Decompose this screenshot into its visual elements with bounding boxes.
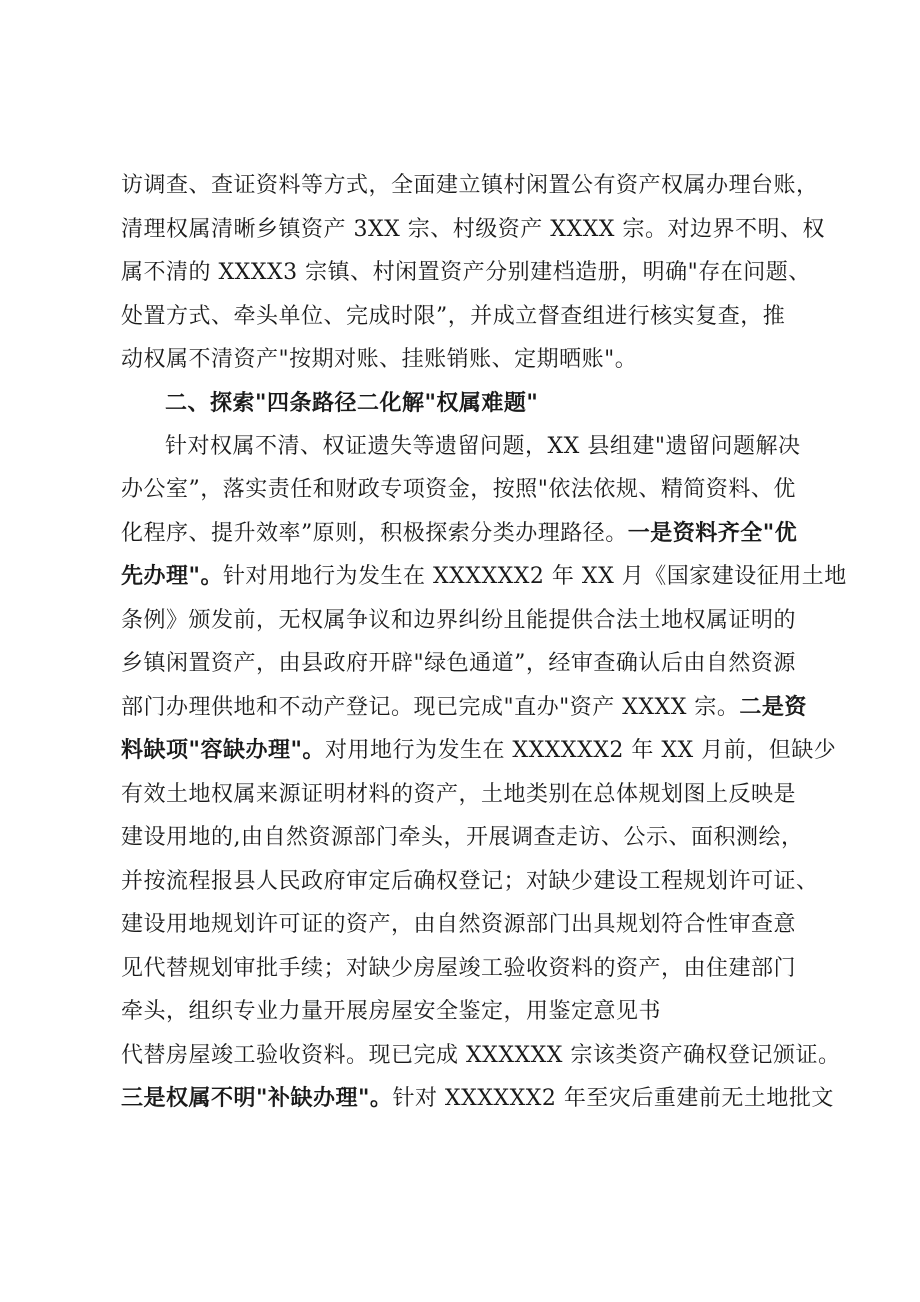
text-line <box>121 693 807 723</box>
line-text: 化程序、提升效率”原则，积极探索分类办理路径。 <box>121 521 628 546</box>
text-line <box>121 1041 840 1071</box>
line-text: 有效土地权属来源证明材料的资产，土地类别在总体规划图上反映是 <box>121 782 797 807</box>
line-text: 处置方式、牵头单位、完成时限”，并成立督查组进行核实复查，推 <box>121 304 786 329</box>
line-text: 针对 XXXXXX2 年至灾后重建前无土地批文 <box>392 1086 834 1111</box>
bold-phrase: 二是资 <box>739 695 807 720</box>
text-line <box>121 736 836 766</box>
line-text: 建设用地规划许可证的资产，由自然资源部门出具规划符合性审查意 <box>121 912 797 937</box>
line-text: 办公室”，落实责任和财政专项资金，按照"依法依规、精简资料、优 <box>121 477 796 502</box>
line-text: 牵头，组织专业力量开展房屋安全鉴定，用鉴定意见书 <box>121 999 662 1024</box>
bold-phrase: 先办理"。 <box>121 564 223 589</box>
text-line <box>121 345 637 375</box>
text-line <box>121 910 796 940</box>
text-line <box>121 562 847 592</box>
text-line <box>121 606 796 636</box>
line-text: 部门办理供地和不动产登记。现已完成"直办"资产 XXXX 宗。 <box>121 695 740 720</box>
line-text: 建设用地的,由自然资源部门牵头，开展调查走访、公示、面积测绘， <box>121 825 804 850</box>
line-text: 乡镇闲置资产，由县政府开辟"绿色通道”，经审查确认后由自然资源 <box>121 651 796 676</box>
line-text: 对用地行为发生在 XXXXXX2 年 XX 月前，但缺少 <box>324 738 837 763</box>
line-text: 并按流程报县人民政府审定后确权登记；对缺少建设工程规划许可证、 <box>121 869 819 894</box>
text-line <box>121 519 797 549</box>
text-line <box>121 302 785 332</box>
line-text: 代替房屋竣工验收资料。现已完成 XXXXXX 宗该类资产确权登记颁证。 <box>121 1043 841 1068</box>
line-text: 条例》颁发前，无权属争议和边界纠纷且能提供合法土地权属证明的 <box>121 608 797 633</box>
line-text: 针对用地行为发生在 XXXXXX2 年 XX 月《国家建设征用土地 <box>222 564 847 589</box>
text-line <box>121 215 825 245</box>
bold-phrase: 三是权属不明"补缺办理"。 <box>121 1086 393 1111</box>
text-line <box>121 780 796 810</box>
line-text: 清理权属清晰乡镇资产 3XX 宗、村级资产 XXXX 宗。对边界不明、权 <box>121 217 825 242</box>
section-heading <box>165 389 538 419</box>
text-line <box>121 649 796 679</box>
text-line <box>165 432 800 462</box>
line-text: 访调查、查证资料等方式，全面建立镇村闲置公有资产权属办理台账， <box>121 173 819 198</box>
text-line <box>121 475 796 505</box>
line-text: 属不清的 XXXX3 宗镇、村闲置资产分别建档造册，明确"存在问题、 <box>121 260 811 285</box>
text-line <box>121 823 804 853</box>
line-text: 针对权属不清、权证遗失等遗留问题，XX 县组建"遗留问题解决 <box>165 434 801 459</box>
bold-phrase: 一是资料齐全"优 <box>627 521 798 546</box>
text-line <box>121 997 661 1027</box>
text-line <box>121 258 811 288</box>
text-line <box>121 1084 834 1114</box>
line-text: 见代替规划审批手续；对缺少房屋竣工验收资料的资产，由住建部门 <box>121 956 797 981</box>
bold-phrase: 料缺项"容缺办理"。 <box>121 738 325 763</box>
line-text: 动权属不清资产"按期对账、挂账销账、定期晒账"。 <box>121 347 638 372</box>
text-line <box>121 867 819 897</box>
section-heading-text: 二、探索"四条路径二化解"权属难题" <box>165 391 539 416</box>
text-line <box>121 171 819 201</box>
text-line <box>121 954 796 984</box>
